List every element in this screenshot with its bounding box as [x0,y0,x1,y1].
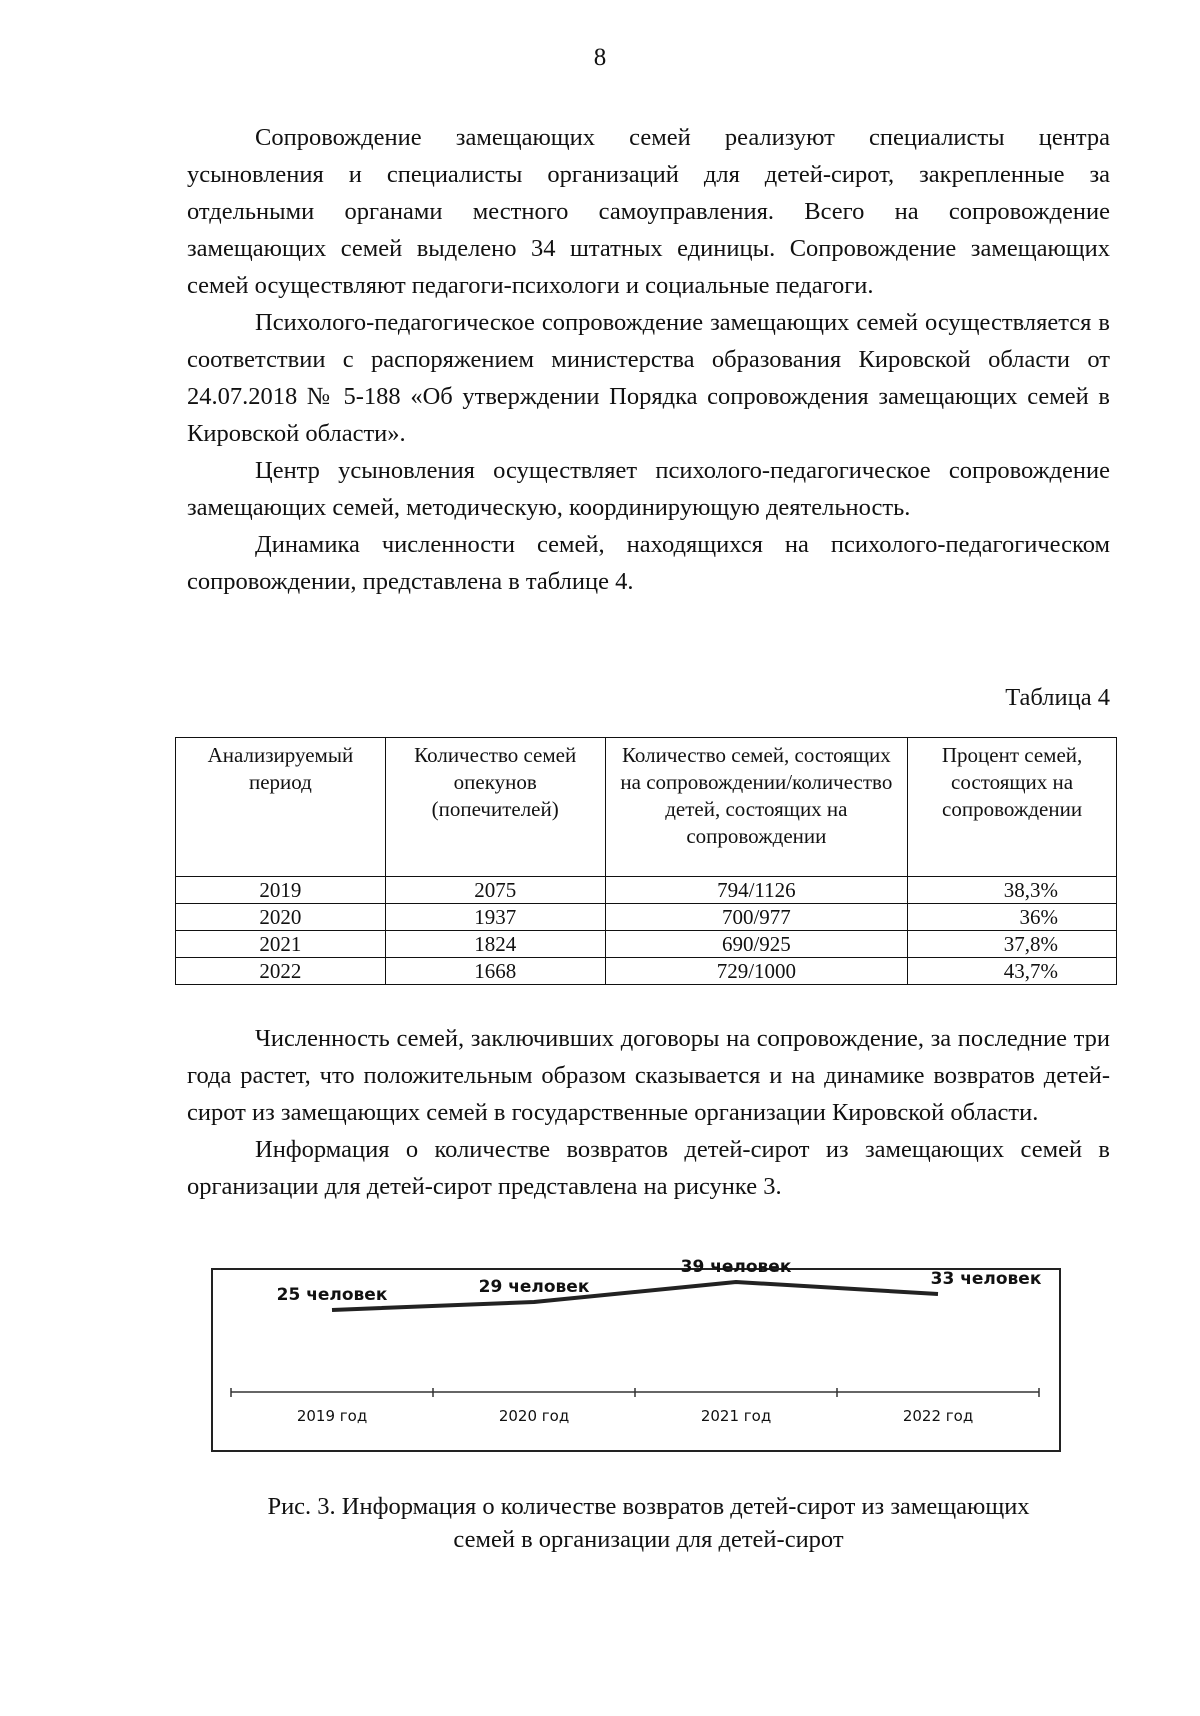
page-number: 8 [593,44,607,71]
cell-families-children: 729/1000 [605,958,908,985]
cell-families-children: 794/1126 [605,877,908,904]
cell-families-children: 700/977 [605,904,908,931]
table-row [176,931,1117,958]
table-row [176,877,1117,904]
table-header-row [176,738,1117,877]
series-line [332,1282,938,1310]
cell-period: 2021 [176,931,386,958]
data-label: 33 человек [930,1269,1042,1289]
paragraph: Численность семей, заключивших договоры на сопровождение, за последние три года растет, что положительным образом сказывается и на динамике возвратов детей-сирот из замещающих семей в государственные организации Кировской области. [187,1025,1110,1126]
cell-period: 2020 [176,904,386,931]
cell-percent: 37,8% [908,931,1117,958]
cell-guardians: 1937 [385,904,605,931]
x-tick-label: 2020 год [498,1407,570,1425]
table-caption: Таблица 4 [1005,684,1110,711]
header-period: Анализируемый период [176,738,386,877]
cell-percent: 43,7% [908,958,1117,985]
cell-families-children: 690/925 [605,931,908,958]
paragraph: Психолого-педагогическое сопровождение замещающих семей осуществляется в соответствии с распоряжением министерства образования Кировской области от 24.07.2018 № 5-188 «Об утверждении Порядка сопровождения замещающих семей в Кировской области». [187,309,1110,447]
after-table-text [187,1020,1110,1205]
table-row [176,958,1117,985]
figure-caption-line: Рис. 3. Информация о количестве возвратов детей-сирот из замещающих [267,1493,1030,1520]
intro-text [187,119,1110,600]
header-families-children: Количество семей, состоящих на сопровождении/количество детей, состоящих на сопровождении [605,738,908,877]
paragraph: Сопровождение замещающих семей реализуют специалисты центра усыновления и специалисты организаций для детей-сирот, закрепленные за отдельными органами местного самоуправления. Всего на сопровождение замещающих семей выделено 34 штатных единицы. Сопровождение замещающих семей осуществляют педагоги-психологи и социальные педагоги. [187,124,1110,299]
header-guardian-families: Количество семей опекунов (попечителей) [385,738,605,877]
table-row [176,904,1117,931]
cell-period: 2022 [176,958,386,985]
cell-guardians: 1668 [385,958,605,985]
x-tick-label: 2019 год [296,1407,368,1425]
cell-period: 2019 [176,877,386,904]
returns-chart [211,1257,1061,1452]
data-label: 39 человек [680,1257,792,1277]
data-label: 25 человек [276,1285,388,1305]
cell-guardians: 2075 [385,877,605,904]
cell-percent: 38,3% [908,877,1117,904]
data-label: 29 человек [478,1277,590,1297]
x-tick-label: 2022 год [902,1407,974,1425]
paragraph: Центр усыновления осуществляет психолого-педагогическое сопровождение замещающих семей, методическую, координирующую деятельность. [187,457,1110,521]
header-percent: Процент семей, состоящих на сопровождении [908,738,1117,877]
chart-svg [213,1257,1059,1450]
families-table [175,737,1117,985]
paragraph: Динамика численности семей, находящихся на психолого-педагогическом сопровождении, представлена в таблице 4. [187,531,1110,595]
figure-caption-line: семей в организации для детей-сирот [453,1526,844,1553]
figure-caption [187,1490,1110,1556]
paragraph: Информация о количестве возвратов детей-сирот из замещающих семей в организации для детей-сирот представлена на рисунке 3. [187,1136,1110,1200]
cell-percent: 36% [908,904,1117,931]
cell-guardians: 1824 [385,931,605,958]
x-tick-label: 2021 год [700,1407,772,1425]
